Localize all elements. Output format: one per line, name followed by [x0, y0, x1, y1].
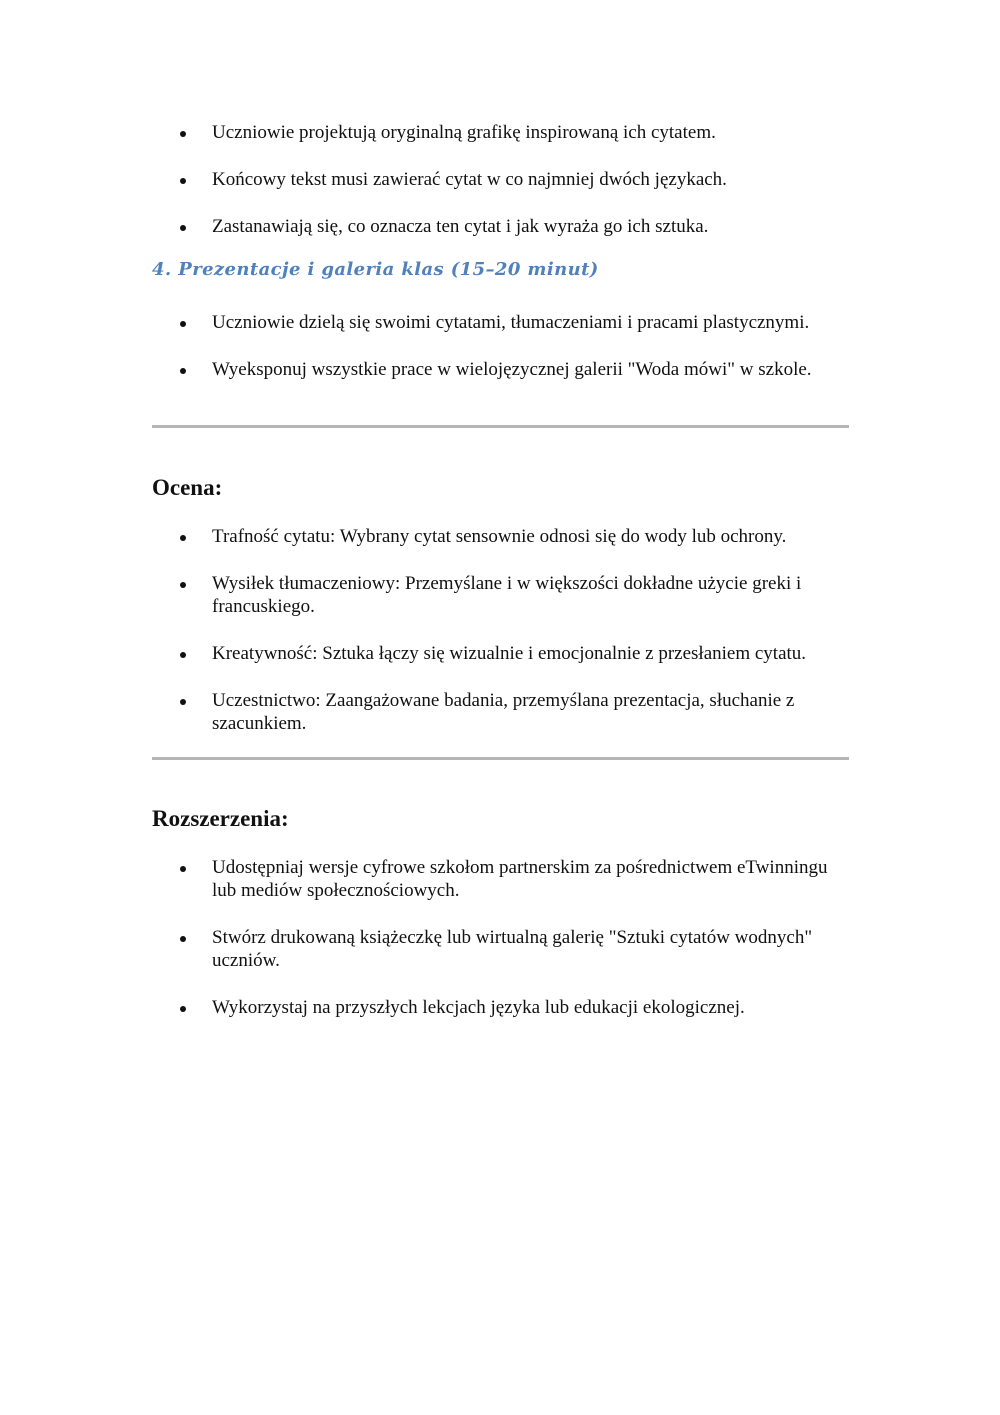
rozszerzenia-bullet-list [152, 856, 852, 1043]
bullet-icon [180, 652, 186, 658]
bullet-icon [180, 936, 186, 942]
list-item [152, 689, 852, 735]
bullet-icon [180, 225, 186, 231]
list-item-text: Wyeksponuj wszystkie prace w wielojęzycznej galerii "Woda mówi" w szkole. [212, 359, 812, 380]
section-divider [152, 425, 849, 428]
list-item-text: Kreatywność: Sztuka łączy się wizualnie i emocjonalnie z przesłaniem cytatu. [212, 643, 807, 664]
list-item [152, 168, 852, 191]
bullet-icon [180, 1006, 186, 1012]
list-item-text: Końcowy tekst musi zawierać cytat w co najmniej dwóch językach. [212, 169, 727, 190]
bullet-icon [180, 866, 186, 872]
activity-bullet-list [152, 121, 852, 262]
bullet-icon [180, 582, 186, 588]
list-item-text: Wysiłek tłumaczeniowy: Przemyślane i w większości dokładne użycie greki i francuskiego. [212, 573, 802, 617]
list-item-text: Trafność cytatu: Wybrany cytat sensownie odnosi się do wody lub ochrony. [212, 526, 787, 547]
list-item [152, 358, 852, 381]
list-item [152, 642, 852, 665]
list-item-text: Stwórz drukowaną książeczkę lub wirtualną galerię "Sztuki cytatów wodnych" uczniów. [212, 927, 813, 971]
section-divider [152, 757, 849, 760]
list-item [152, 572, 852, 618]
list-item-text: Uczniowie dzielą się swoimi cytatami, tłumaczeniami i pracami plastycznymi. [212, 312, 810, 333]
list-item [152, 215, 852, 238]
list-item [152, 121, 852, 144]
bullet-icon [180, 131, 186, 137]
bullet-icon [180, 178, 186, 184]
bullet-icon [180, 368, 186, 374]
list-item-text: Uczniowie projektują oryginalną grafikę inspirowaną ich cytatem. [212, 122, 716, 143]
bullet-icon [180, 699, 186, 705]
ocena-bullet-list [152, 525, 852, 759]
list-item [152, 856, 852, 902]
list-item [152, 996, 852, 1019]
rozszerzenia-title: Rozszerzenia: [152, 806, 289, 831]
list-item-text: Zastanawiają się, co oznacza ten cytat i jak wyraża go ich sztuka. [212, 216, 709, 237]
ocena-title: Ocena: [152, 475, 223, 500]
step-4-bullet-list [152, 311, 852, 405]
bullet-icon [180, 535, 186, 541]
list-item-text: Uczestnictwo: Zaangażowane badania, przemyślana prezentacja, słuchanie z szacunkiem. [212, 690, 795, 734]
list-item-text: Udostępniaj wersje cyfrowe szkołom partnerskim za pośrednictwem eTwinningu lub mediów społecznościowych. [212, 857, 828, 901]
step-4-heading: 4. Prezentacje i galeria klas (15–20 minut) [152, 259, 599, 280]
list-item [152, 525, 852, 548]
bullet-icon [180, 321, 186, 327]
list-item [152, 311, 852, 334]
list-item-text: Wykorzystaj na przyszłych lekcjach języka lub edukacji ekologicznej. [212, 997, 745, 1018]
list-item [152, 926, 852, 972]
